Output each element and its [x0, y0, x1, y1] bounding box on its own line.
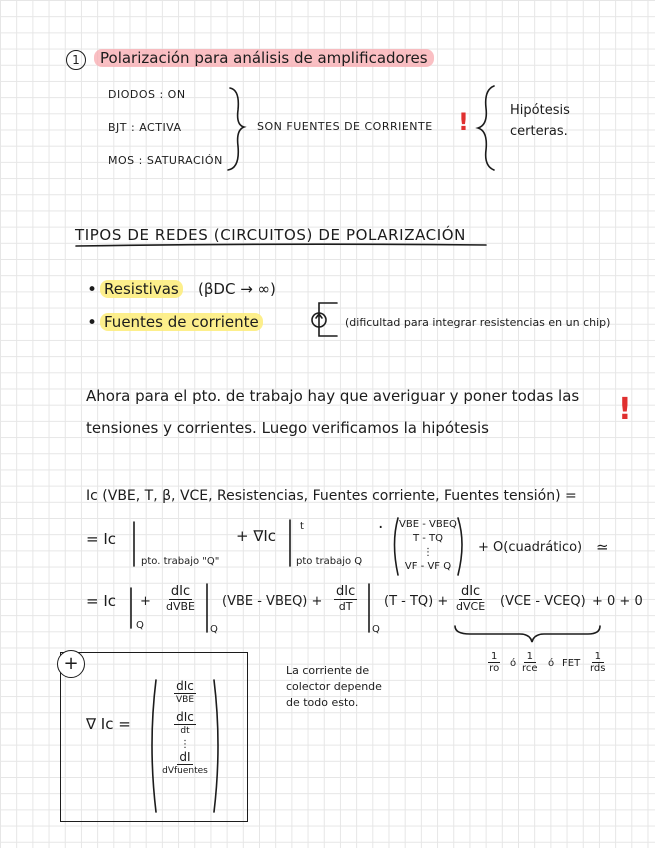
frac-den: dVBE	[166, 600, 196, 613]
o-word-1: ó	[510, 658, 517, 669]
exclamation-mark-2: !	[618, 392, 632, 427]
row-mos: MOS : SATURACIÓN	[108, 154, 223, 167]
paragraph-line2: tensiones y corrientes. Luego verificamos la hipótesis	[86, 419, 490, 437]
frac-num: dI	[179, 750, 191, 764]
bullet-fuentes: Fuentes de corriente	[100, 313, 263, 331]
bullet-dot-1: •	[87, 280, 98, 300]
vec-entry: VF - VF Q	[404, 561, 452, 572]
grad-bracket-left	[152, 680, 156, 812]
exclamation-mark: !	[458, 108, 469, 136]
heading-underline	[76, 244, 486, 246]
vec-entry: ⋮	[423, 547, 433, 558]
section1-title: Polarización para análisis de amplificadores	[94, 49, 434, 67]
eq3-ic: = Ic	[86, 592, 117, 610]
row-bjt: BJT : ACTIVA	[108, 121, 182, 134]
vec-entry: T - TQ	[412, 533, 444, 544]
frac-num: dIc	[176, 679, 194, 693]
eq2-sub-b: pto trabajo Q	[296, 556, 363, 567]
bullet-dot-2: •	[87, 313, 98, 333]
grad-bracket-right	[214, 680, 218, 812]
frac-num: dIc	[170, 584, 191, 599]
frac-num: dIc	[460, 584, 481, 599]
eq3-q2: Q	[210, 624, 218, 635]
vdots: ⋮	[180, 739, 190, 750]
beta-note: (βDC → ∞)	[198, 280, 276, 298]
eq2-sub-a: pto. trabajo "Q"	[141, 556, 220, 567]
frac-den: VBE	[175, 695, 195, 705]
eq2-t: t	[300, 521, 304, 532]
frac-num: dIc	[176, 710, 194, 724]
current-source-icon	[312, 303, 337, 336]
vce-term: (VCE - VCEQ)	[500, 594, 586, 609]
frac-num: 1	[488, 651, 500, 663]
side-note-1: La corriente de	[286, 664, 370, 677]
eq3-q3: Q	[372, 624, 380, 635]
underbrace	[455, 626, 600, 642]
frac-den: dVfuentes	[162, 766, 208, 776]
bullet-resistivas: Resistivas	[100, 280, 183, 298]
item-number-1: 1	[66, 50, 86, 70]
eq2-tail: + O(cuadrático)	[478, 540, 583, 555]
frac-den: dt	[180, 726, 190, 736]
frac-num: dIc	[336, 584, 356, 599]
frac-den: rce	[522, 663, 538, 674]
section2-heading: TIPOS DE REDES (CIRCUITOS) DE POLARIZACIÓN	[75, 226, 467, 244]
vec-entry: VBE - VBEQ	[399, 519, 457, 530]
paragraph-line1: Ahora para el pto. de trabajo hay que averiguar y poner todas las	[86, 387, 580, 405]
row-diodos: DIODOS : ON	[108, 88, 186, 101]
vbe-term: (VBE - VBEQ) +	[222, 594, 323, 609]
frac-den: dT	[338, 600, 353, 613]
fet-label: FET	[562, 658, 581, 669]
vector-bracket-left	[395, 518, 399, 575]
frac-den: ro	[489, 663, 500, 674]
eq2-dot: ·	[378, 518, 384, 538]
eq3-q1: Q	[136, 620, 144, 631]
eq3-plus: +	[140, 594, 151, 609]
side-note-3: de todo esto.	[286, 696, 359, 709]
eq2-ic: = Ic	[86, 530, 117, 548]
fuentes-corriente-label: SON FUENTES DE CORRIENTE	[257, 120, 433, 133]
eq3-tail: + 0 + 0	[592, 594, 643, 609]
eq1: Ic (VBE, T, β, VCE, Resistencias, Fuentes corriente, Fuentes tensión) =	[86, 488, 577, 504]
dificultad-note: (dificultad para integrar resistencias en un chip)	[345, 316, 611, 329]
brace-hipotesis	[478, 86, 494, 170]
hipotesis-line2: certeras.	[510, 124, 568, 139]
t-term: (T - TQ) +	[384, 594, 449, 609]
plus-circle: +	[57, 650, 85, 678]
hipotesis-line1: Hipótesis	[510, 103, 570, 118]
eq2-grad: + ∇Ic	[236, 527, 277, 545]
approx-sign: ≃	[596, 538, 609, 556]
frac-den: dVCE	[456, 600, 486, 613]
side-note-2: colector depende	[286, 680, 382, 693]
o-word-2: ó	[548, 658, 555, 669]
frac-num: 1	[592, 651, 604, 663]
vector-bracket-right	[458, 518, 462, 575]
frac-den: rds	[590, 663, 606, 674]
grad-ic-lhs: ∇ Ic =	[86, 715, 131, 733]
brace-left-group	[228, 88, 244, 170]
frac-num: 1	[524, 651, 536, 663]
